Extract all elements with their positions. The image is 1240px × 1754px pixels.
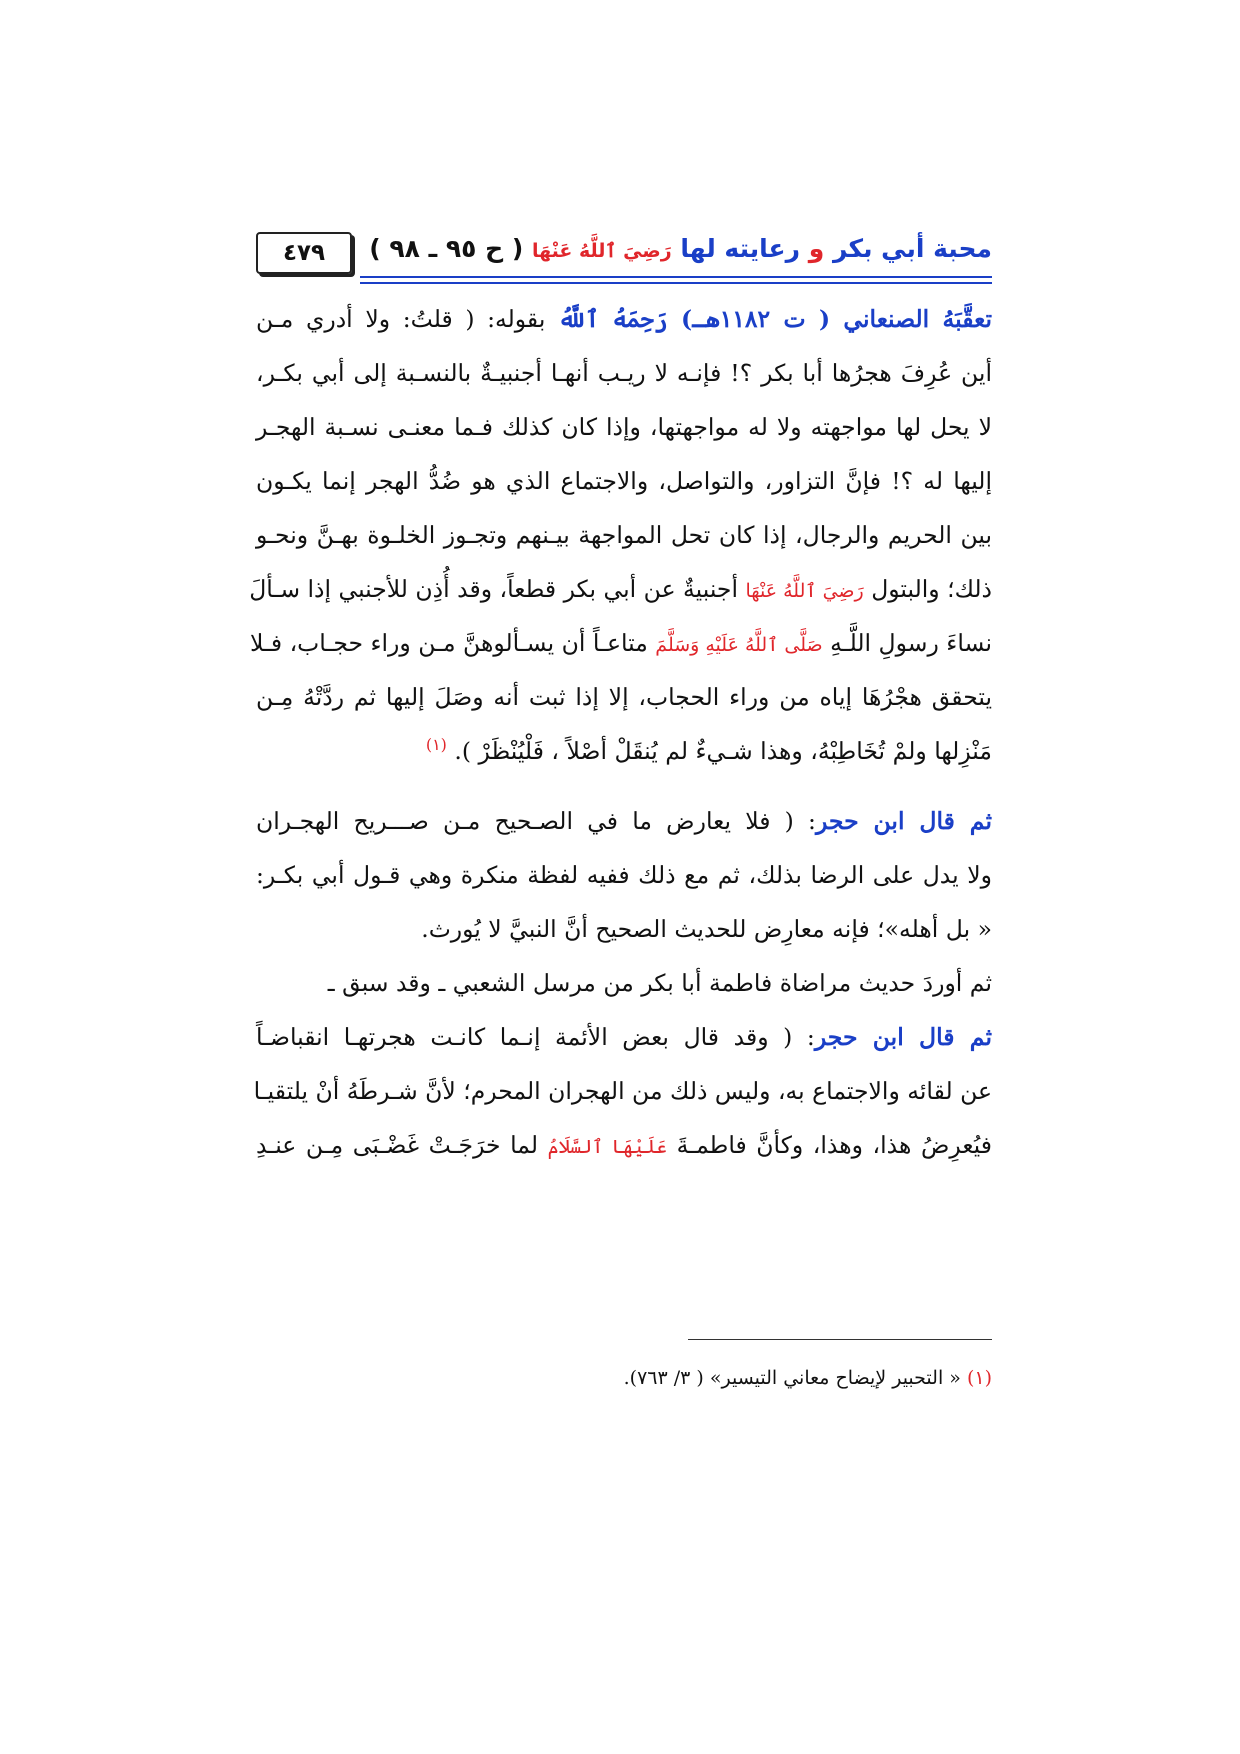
speaker-label: ثم قال ابن حجر bbox=[814, 1023, 992, 1051]
text-line: بين الحريم والرجال، إذا كان تحل المواجهة بيـنهم وتجـوز الخلـوة بهـنَّ ونحـو bbox=[256, 521, 992, 549]
text-span: متاعـاً أن يسـألوهنَّ مـن وراء حجـاب، فـلا bbox=[249, 629, 656, 657]
footnote bbox=[624, 1367, 992, 1389]
text-span: : ( فلا يعارض ما في الصـحيح مـن صـــريح الهجـران bbox=[256, 807, 816, 835]
text-line bbox=[256, 724, 992, 778]
text-line bbox=[256, 1010, 992, 1064]
text-span: : ( وقد قال بعض الأئمة إنـما كانـت هجرتهـا انقباضـاً bbox=[256, 1023, 815, 1051]
honorific: صَلَّى ٱللَّهُ عَلَيْهِ وَسَلَّمَ bbox=[655, 634, 823, 656]
honorific: عَلَيْهَا ٱلسَّلَامُ bbox=[547, 1136, 668, 1158]
header-title-part1: محبة أبي بكر bbox=[833, 234, 992, 263]
text-span: لما خرَجَـتْ غَضْـبَى مِـن عنـدِ bbox=[256, 1131, 548, 1159]
text-span: أجنبيةٌ عن أبي بكر قطعاً، وقد أُذِن للأجنبي إذا سـألَ bbox=[249, 575, 746, 603]
page-number-box: ٤٧٩ bbox=[256, 232, 352, 274]
header-title-part2: و bbox=[808, 234, 825, 263]
footnote-text: « التحبير لإيضاح معاني التيسير» ( ٣/ ٧٦٣). bbox=[623, 1367, 967, 1389]
text-line bbox=[256, 1118, 992, 1172]
commentator-name: تعقَّبَهُ الصنعاني ( ت ١١٨٢هـ) رَحِمَهُ ٱللَّهُ bbox=[557, 305, 992, 333]
text-line: ثم أوردَ حديث مراضاة فاطمة أبا بكر من مرسل الشعبي ـ وقد سبق ـ bbox=[327, 969, 992, 997]
text-line bbox=[249, 562, 992, 616]
text-line: يتحقق هجْرُهَا إياه من وراء الحجاب، إلا إذا ثبت أنه وصَلَ إليها ثم ردَّتْهُ مِـن bbox=[256, 683, 992, 711]
main-text bbox=[249, 292, 992, 1172]
header-rule bbox=[360, 276, 992, 278]
honorific: رَضِيَ ٱللَّهُ عَنْهَا bbox=[745, 580, 864, 602]
header-honorific: رَضِيَ ٱللَّهُ عَنْهَا bbox=[531, 240, 672, 262]
text-span: مَنْزِلها ولمْ تُخَاطِبْهُ، وهذا شـيءٌ لم يُنقَلْ أصْلاً ، فَلْيُنْظَرْ ). bbox=[446, 737, 992, 765]
header-title bbox=[369, 234, 992, 263]
text-line: أين عُرِفَ هجرُها أبا بكر ؟! فإنـه لا ريـب أنهـا أجنبيـةٌ بالنسـبة إلى أبي بكـر، bbox=[256, 359, 992, 387]
footnote-number: (١) bbox=[966, 1367, 992, 1389]
footnote-marker[interactable]: (١) bbox=[425, 735, 447, 755]
text-line: عن لقائه والاجتماع به، وليس ذلك من الهجران المحرم؛ لأنَّ شـرطَهُ أنْ يلتقيـا bbox=[253, 1077, 992, 1105]
text-line bbox=[256, 794, 992, 848]
footnote-divider bbox=[688, 1339, 992, 1340]
text-span: بقوله: ( قلتُ: ولا أدري مـن bbox=[256, 305, 558, 333]
header-rule-secondary bbox=[360, 282, 992, 284]
text-span: ذلك؛ والبتول bbox=[863, 575, 992, 603]
header-hadith-ref: ( ح ٩٥ ـ ٩٨ ) bbox=[369, 234, 524, 263]
text-line: لا يحل لها مواجهته ولا له مواجهتها، وإذا كان كذلك فـما معنـى نسـبة الهجـر bbox=[256, 413, 992, 441]
page-header bbox=[256, 232, 992, 292]
text-line bbox=[256, 292, 992, 346]
text-line: إليها له ؟! فإنَّ التزاور، والتواصل، والاجتماع الذي هو ضُدُّ الهجر إنما يكـون bbox=[256, 467, 992, 495]
header-title-part3: رعايته لها bbox=[680, 234, 801, 263]
text-line bbox=[249, 616, 992, 670]
text-line: ولا يدل على الرضا بذلك، ثم مع ذلك ففيه لفظة منكرة وهي قـول أبي بكـر: bbox=[256, 861, 992, 889]
text-span: فيُعرِضُ هذا، وهذا، وكأنَّ فاطمـةَ bbox=[667, 1131, 992, 1159]
text-line: « بل أهله»؛ فإنه معارِض للحديث الصحيح أنَّ النبيَّ لا يُورث. bbox=[421, 915, 992, 943]
speaker-label: ثم قال ابن حجر bbox=[815, 807, 992, 835]
text-span: نساءَ رسولِ اللَّـهِ bbox=[822, 629, 992, 657]
